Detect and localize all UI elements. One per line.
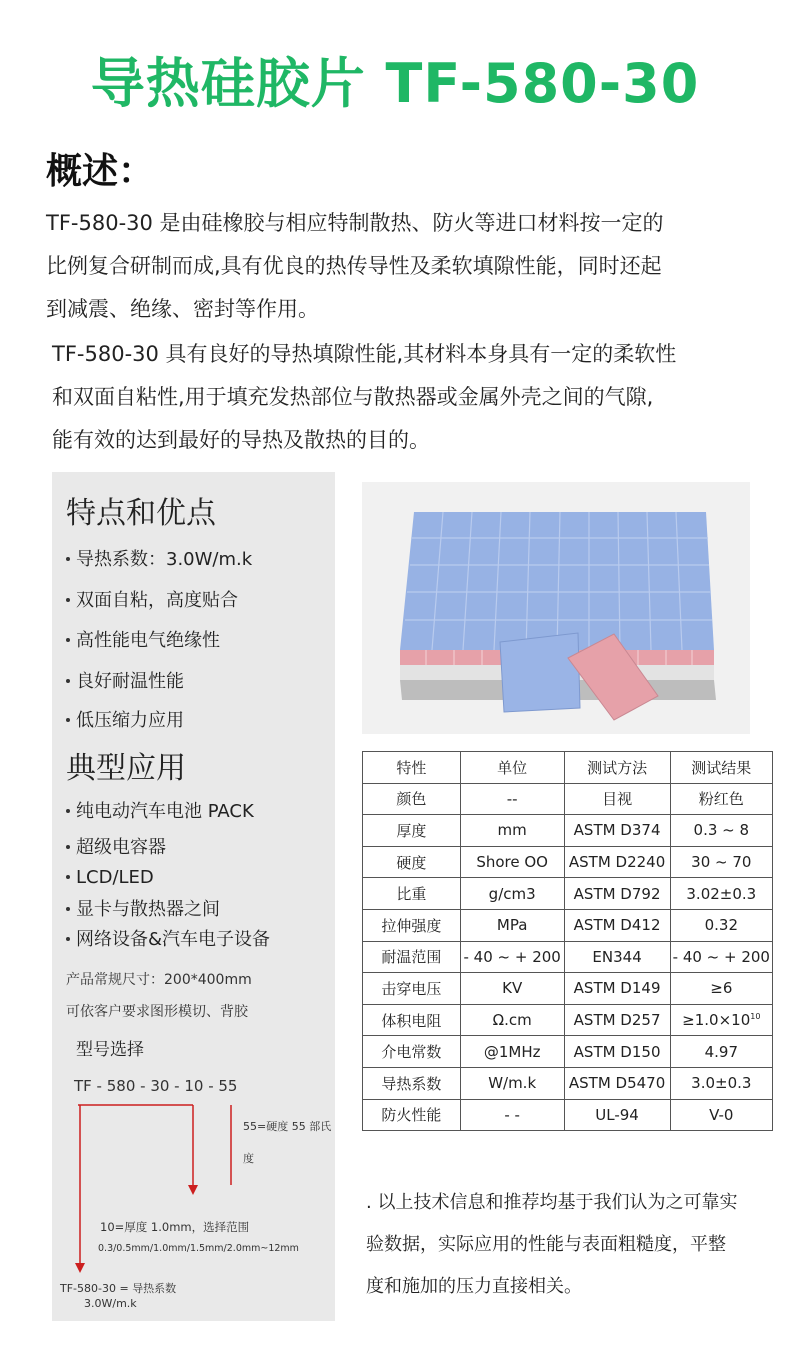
table-cell: - - xyxy=(460,1099,564,1131)
table-cell: ASTM D149 xyxy=(564,973,670,1005)
table-cell: 4.97 xyxy=(670,1036,772,1068)
table-cell: ASTM D257 xyxy=(564,1004,670,1036)
feature-item: 良好耐温性能 xyxy=(66,670,184,694)
table-cell: 3.02±0.3 xyxy=(670,878,772,910)
table-cell: V-0 xyxy=(670,1099,772,1131)
application-item: 显卡与散热器之间 xyxy=(66,898,220,922)
bullet-icon xyxy=(66,845,70,849)
overview-line: 到减震、绝缘、密封等作用。 xyxy=(46,297,319,321)
application-item: 网络设备&汽车电子设备 xyxy=(66,928,270,952)
model-heading: 型号选择 xyxy=(76,1040,144,1060)
table-cell: 拉伸强度 xyxy=(363,909,461,941)
table-row xyxy=(363,973,773,1005)
table-cell: mm xyxy=(460,815,564,847)
page-title: 导热硅胶片 TF-580-30 xyxy=(90,52,700,115)
table-header-cell: 特性 xyxy=(363,752,461,784)
table-cell: 0.32 xyxy=(670,909,772,941)
resistance-exponent: 10 xyxy=(750,1012,761,1022)
disclaimer xyxy=(366,1182,780,1308)
table-cell: ASTM D5470 xyxy=(564,1067,670,1099)
thermal-pad-illustration xyxy=(362,482,750,734)
table-cell: ASTM D150 xyxy=(564,1036,670,1068)
application-item: 纯电动汽车电池 PACK xyxy=(66,800,254,824)
table-cell: 粉红色 xyxy=(670,783,772,815)
feature-item: 双面自粘，高度贴合 xyxy=(66,589,238,613)
table-cell: MPa xyxy=(460,909,564,941)
table-row xyxy=(363,941,773,973)
table-row xyxy=(363,783,773,815)
table-cell: 颜色 xyxy=(363,783,461,815)
overview-line: 能有效的达到最好的导热及散热的目的。 xyxy=(52,428,430,452)
product-image xyxy=(362,482,750,734)
table-row xyxy=(363,1036,773,1068)
table-cell: ASTM D374 xyxy=(564,815,670,847)
bullet-icon xyxy=(66,679,70,683)
note-tf-value: 3.0W/m.k xyxy=(84,1297,137,1310)
table-cell: 防火性能 xyxy=(363,1099,461,1131)
overview-line: 比例复合研制而成,具有优良的热传导性及柔软填隙性能，同时还起 xyxy=(46,254,662,278)
table-cell: 导热系数 xyxy=(363,1067,461,1099)
table-row xyxy=(363,846,773,878)
table-row xyxy=(363,909,773,941)
size-info: 产品常规尺寸：200*400mm xyxy=(66,972,252,988)
table-cell: UL-94 xyxy=(564,1099,670,1131)
table-row xyxy=(363,1067,773,1099)
feature-item: 高性能电气绝缘性 xyxy=(66,629,220,653)
features-heading: 特点和优点 xyxy=(66,496,216,531)
table-row xyxy=(363,815,773,847)
table-cell: ASTM D412 xyxy=(564,909,670,941)
bullet-icon xyxy=(66,937,70,941)
spec-table xyxy=(362,751,773,1131)
table-header-cell: 测试结果 xyxy=(670,752,772,784)
table-cell: 厚度 xyxy=(363,815,461,847)
disclaimer-line: 度和施加的压力直接相关。 xyxy=(366,1276,582,1297)
table-cell: 目视 xyxy=(564,783,670,815)
table-row xyxy=(363,1004,773,1036)
table-cell: Ω.cm xyxy=(460,1004,564,1036)
note-hardness: 55=硬度 55 部氏 xyxy=(243,1120,332,1133)
table-row xyxy=(363,878,773,910)
table-cell: - 40 ~ + 200 xyxy=(460,941,564,973)
table-cell: ASTM D792 xyxy=(564,878,670,910)
table-cell: W/m.k xyxy=(460,1067,564,1099)
table-cell: 比重 xyxy=(363,878,461,910)
application-item: LCD/LED xyxy=(66,866,154,890)
feature-item: 导热系数：3.0W/m.k xyxy=(66,548,252,572)
table-cell: EN344 xyxy=(564,941,670,973)
table-row xyxy=(363,1099,773,1131)
table-cell: 3.0±0.3 xyxy=(670,1067,772,1099)
table-cell: -- xyxy=(460,783,564,815)
overview-line: TF-580-30 是由硅橡胶与相应特制散热、防火等进口材料按一定的 xyxy=(46,211,664,235)
table-header-cell: 测试方法 xyxy=(564,752,670,784)
table-cell: 硬度 xyxy=(363,846,461,878)
note-thickness-range: 0.3/0.5mm/1.0mm/1.5mm/2.0mm~12mm xyxy=(98,1243,299,1254)
table-cell: Shore OO xyxy=(460,846,564,878)
table-header-cell: 单位 xyxy=(460,752,564,784)
table-cell: ≥6 xyxy=(670,973,772,1005)
table-header-row xyxy=(363,752,773,784)
application-item: 超级电容器 xyxy=(66,836,166,860)
features-panel xyxy=(52,472,335,1321)
table-cell: ASTM D2240 xyxy=(564,846,670,878)
overview-paragraph-1 xyxy=(46,202,766,331)
bullet-icon xyxy=(66,718,70,722)
table-cell: 击穿电压 xyxy=(363,973,461,1005)
table-cell: 30 ~ 70 xyxy=(670,846,772,878)
bullet-icon xyxy=(66,638,70,642)
table-cell: - 40 ~ + 200 xyxy=(670,941,772,973)
overview-line: TF-580-30 具有良好的导热填隙性能,其材料本身具有一定的柔软性 xyxy=(52,342,677,366)
disclaimer-line: . 以上技术信息和推荐均基于我们认为之可靠实 xyxy=(366,1192,738,1213)
table-cell: 0.3 ~ 8 xyxy=(670,815,772,847)
note-hardness-cont: 度 xyxy=(243,1152,254,1165)
bullet-icon xyxy=(66,557,70,561)
custom-info: 可依客户要求图形模切、背胶 xyxy=(66,1004,248,1020)
table-cell: 体积电阻 xyxy=(363,1004,461,1036)
overview-line: 和双面自粘性,用于填充发热部位与散热器或金属外壳之间的气隙, xyxy=(52,385,654,409)
table-cell: g/cm3 xyxy=(460,878,564,910)
feature-item: 低压缩力应用 xyxy=(66,709,184,733)
resistance-value: ≥1.0×10 xyxy=(682,1011,751,1030)
note-thickness: 10=厚度 1.0mm，选择范围 xyxy=(100,1220,250,1234)
overview-paragraph-2 xyxy=(52,333,772,462)
model-code: TF - 580 - 30 - 10 - 55 xyxy=(74,1077,238,1095)
bullet-icon xyxy=(66,875,70,879)
table-cell: KV xyxy=(460,973,564,1005)
bullet-icon xyxy=(66,598,70,602)
applications-heading: 典型应用 xyxy=(66,751,186,786)
table-cell: 耐温范围 xyxy=(363,941,461,973)
disclaimer-line: 验数据，实际应用的性能与表面粗糙度，平整 xyxy=(366,1234,726,1255)
bullet-icon xyxy=(66,809,70,813)
table-cell: 介电常数 xyxy=(363,1036,461,1068)
table-cell: @1MHz xyxy=(460,1036,564,1068)
table-cell xyxy=(670,1004,772,1036)
note-tf: TF-580-30 = 导热系数 xyxy=(60,1282,177,1295)
bullet-icon xyxy=(66,907,70,911)
overview-heading: 概述： xyxy=(46,151,155,192)
